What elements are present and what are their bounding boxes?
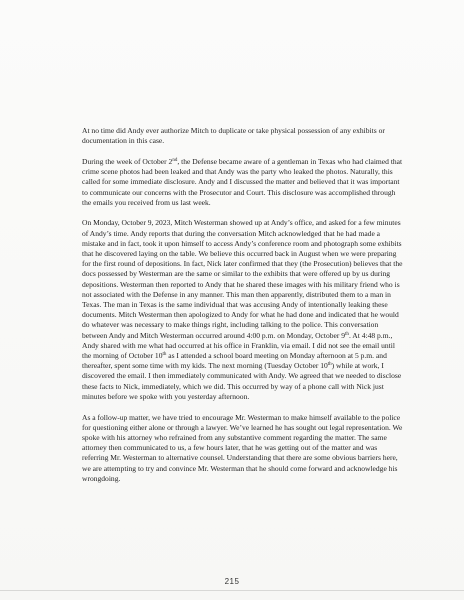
- page-number: 215: [224, 577, 240, 586]
- ordinal-suffix: nd: [172, 157, 178, 163]
- letter-body: [82, 126, 404, 495]
- text-run: . At 4:48 p.m., Andy shared with me what had occurred at his office in Franklin, via email. I did not see the email until the morning of October 10: [82, 330, 395, 361]
- ordinal-suffix: th: [327, 362, 332, 368]
- text-run: As a follow-up matter, we have tried to encourage Mr. Westerman to make himself available to the police for questioning either alone or through a lawyer. We’ve learned he has sought out legal representation. We spoke with his attorney who refrained from any substantive comment regarding the matter. The same attorney then communicated to us, a few hours later, that he was getting out of the matter and was referring Mr. Westerman to alternative counsel. Understanding that there are some obvious barriers here, we are attempting to try and convince Mr. Westerman that he should come forward and acknowledge his wrongdoing.: [82, 412, 403, 483]
- ordinal-suffix: th: [345, 331, 349, 337]
- text-run: as I attended a school board meeting on Monday afternoon at 5 p.m. and thereafter, spent some time with my kids. The next morning (Tuesday October 10: [82, 351, 387, 371]
- text-run: On Monday, October 9, 2023, Mitch Westerman showed up at Andy’s office, and asked for a few minutes of Andy’s time. Andy reports that during the conversation Mitch acknowledged that he had made a mistake and in fact, took it upon himself to access Andy’s conference room and photograph some exhibits that he discovered laying on the table. We believe this occurred back in August when we were preparing for the first round of depositions. In fact, Nick later confirmed that they (the Prosecution) believes that the docs possessed by Westerman are the same or similar to the exhibits that were offered up by us during depositions. Westerman then reported to Andy that he shared these images with his military friend who is not associated with the Defense in any manner. This man then apparently, distributed them to a man in Texas. The man in Texas is the same individual that was accusing Andy of intentionally leaking these documents. Mitch Westerman then apologized to Andy for what he had done and indicated that he would do whatever was necessary to make things right, including talking to the police. This conversation between Andy and Mitch Westerman occurred around 4:00 p.m. on Monday, October 9: [82, 218, 403, 340]
- text-run: During the week of October 2: [82, 156, 173, 166]
- paragraph: [82, 126, 404, 146]
- paragraph: [82, 157, 404, 208]
- footer-divider: [0, 590, 464, 591]
- paragraph: [82, 218, 404, 402]
- ordinal-suffix: th: [162, 352, 167, 358]
- text-run: , the Defense became aware of a gentleman in Texas who had claimed that crime scene photos had been leaked and that Andy was the party who leaked the photos. Naturally, this called for some immediate disclosure. Andy and I discussed the matter and believed that it was important to communicate our concerns with the Prosecutor and Court. This disclosure was accomplished through the emails you received from us last week.: [82, 156, 403, 207]
- paragraph: [82, 413, 404, 484]
- text-run: At no time did Andy ever authorize Mitch to duplicate or take physical possession of any exhibits or documentation in this case.: [82, 126, 385, 146]
- text-run: ) while at work, I discovered the email. I then immediately communicated with Andy. We agreed that we needed to disclose these facts to Nick, immediately, which we did. This occurred by way of a phone call with Nick just minutes before we spoke with you yesterday afternoon.: [82, 361, 402, 401]
